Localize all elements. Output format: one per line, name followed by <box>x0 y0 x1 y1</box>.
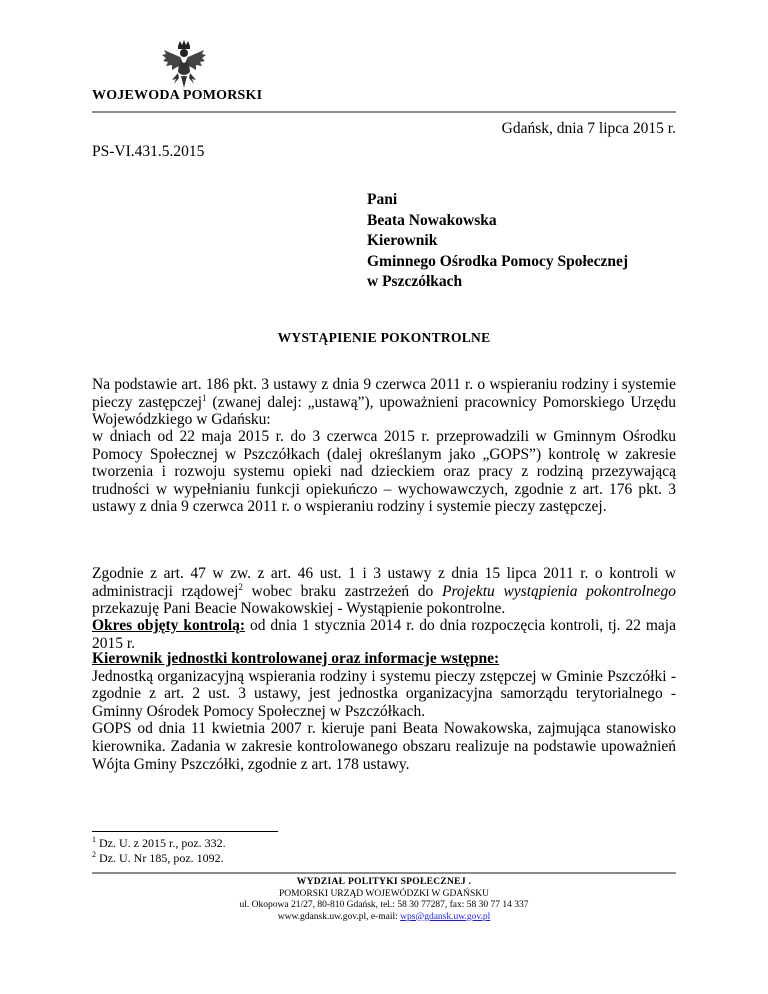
footer-office: POMORSKI URZĄD WOJEWÓDZKI W GDAŃSKU <box>278 888 490 899</box>
paragraph-text: przekazuję Pani Beacie Nowakowskiej - Wystąpienie pokontrolne. <box>92 600 506 618</box>
footer-email-link[interactable]: wps@gdansk.uw.gov.pl <box>400 911 491 922</box>
footnote-item <box>92 851 226 866</box>
project-title-italic: Projektu wystąpienia pokontrolnego <box>441 582 676 600</box>
organization-name: WOJEWODA POMORSKI <box>92 88 263 103</box>
unit-head-label: Kierownik jednostki kontrolowanej oraz informacje wstępne: <box>92 650 500 667</box>
paragraph-text: Jednostką organizacyjną wspierania rodziny i systemu pieczy zstępczej w Gminie Pszczółki - zgodnie z art. 2 ust. 3 ustawy, jest jednostka organizacyjna samorządu terytorialnego - Gminny Ośrodek Pomocy Społecznej w Pszczółkach. <box>92 667 676 720</box>
period-label: Okres objęty kontrolą: <box>92 617 246 634</box>
header-divider <box>92 111 676 113</box>
addressee-line: w Pszczółkach <box>367 273 463 290</box>
footer-department: WYDZIAŁ POLITYKI SPOŁECZNEJ . <box>296 877 472 887</box>
paragraph-inspection-dates: w dniach od 22 maja 2015 r. do 3 czerwca 2015 r. przeprowadzili w Gminnym Ośrodku Pomocy Społecznej w Pszczółkach (dalej określanym jako „GOPS”) kontrolę w zakresie tworzenia i rozwoju systemu opieki nad dzieckiem oraz pracy z rodziną przezywającą trudności w wypełnianiu funkcji opiekuńczo – wychowawczych, zgodnie z art. 176 pkt. 3 ustawy z dnia 9 czerwca 2011 r. o wspieraniu rodziny i systemie pieczy zastępczej. <box>92 428 676 516</box>
footer-contact <box>92 912 676 924</box>
footnotes <box>92 836 226 866</box>
footnote-text: Dz. U. z 2015 r., poz. 332. <box>96 836 226 850</box>
footnote-mark: 2 <box>92 850 96 859</box>
document-date: Gdańsk, dnia 7 lipca 2015 r. <box>501 120 676 137</box>
addressee-line: Kierownik <box>367 232 438 249</box>
eagle-emblem-icon <box>160 40 208 90</box>
paragraph-unit-head <box>92 650 676 773</box>
paragraph-period <box>92 617 676 652</box>
paragraph-text: od dnia 1 stycznia 2014 r. do dnia rozpoczęcia kontroli, tj. 22 maja 2015 r. <box>92 617 676 652</box>
paragraph-text: GOPS od dnia 11 kwietnia 2007 r. kieruje pani Beata Nowakowska, zajmująca stanowisko kierownika. Zadania w zakresie kontrolowanego obszaru realizuje na podstawie upoważnień Wójta Gminy Pszczółki, zgodnie z art. 178 ustawy. <box>92 720 676 773</box>
page-footer <box>92 877 676 923</box>
footnote-text: Dz. U. Nr 185, poz. 1092. <box>96 851 224 865</box>
addressee-line: Pani <box>367 191 398 208</box>
paragraph-text: wobec braku zastrzeżeń do <box>242 582 442 600</box>
addressee-block <box>367 190 628 293</box>
footnote-divider <box>92 831 278 832</box>
document-title: WYSTĄPIENIE POKONTROLNE <box>277 330 491 345</box>
addressee-line: Gminnego Ośrodka Pomocy Społecznej <box>367 252 629 270</box>
footer-divider <box>92 872 676 874</box>
reference-number: PS-VI.431.5.2015 <box>92 143 205 160</box>
paragraph-text: (zwanej dalej: „ustawą”), upoważnieni pracownicy Pomorskiego Urzędu Wojewódzkiego w Gdańsku: <box>92 393 676 429</box>
footnote-ref: 1 <box>202 392 207 403</box>
addressee-line: Beata Nowakowska <box>367 211 497 229</box>
footer-web: www.gdansk.uw.gov.pl, e-mail: <box>277 911 401 922</box>
footnote-item <box>92 836 226 851</box>
paragraph-text: Zgodnie z art. 47 w zw. z art. 46 ust. 1 i 3 ustawy z dnia 15 lipca 2011 r. o kontroli w administracji rządowej <box>92 565 676 600</box>
footnote-mark: 1 <box>92 835 96 844</box>
footnote-ref: 2 <box>238 581 243 592</box>
footer-address: ul. Okopowa 21/27, 80-810 Gdańsk, tel.: 58 30 77287, fax: 58 30 77 14 337 <box>239 900 529 910</box>
paragraph-conclusion <box>92 565 676 618</box>
paragraph-text: Na podstawie art. 186 pkt. 3 ustawy z dnia 9 czerwca 2011 r. o wspieraniu rodziny i systemie pieczy zastępczej <box>92 376 676 411</box>
paragraph-legal-basis <box>92 376 676 429</box>
